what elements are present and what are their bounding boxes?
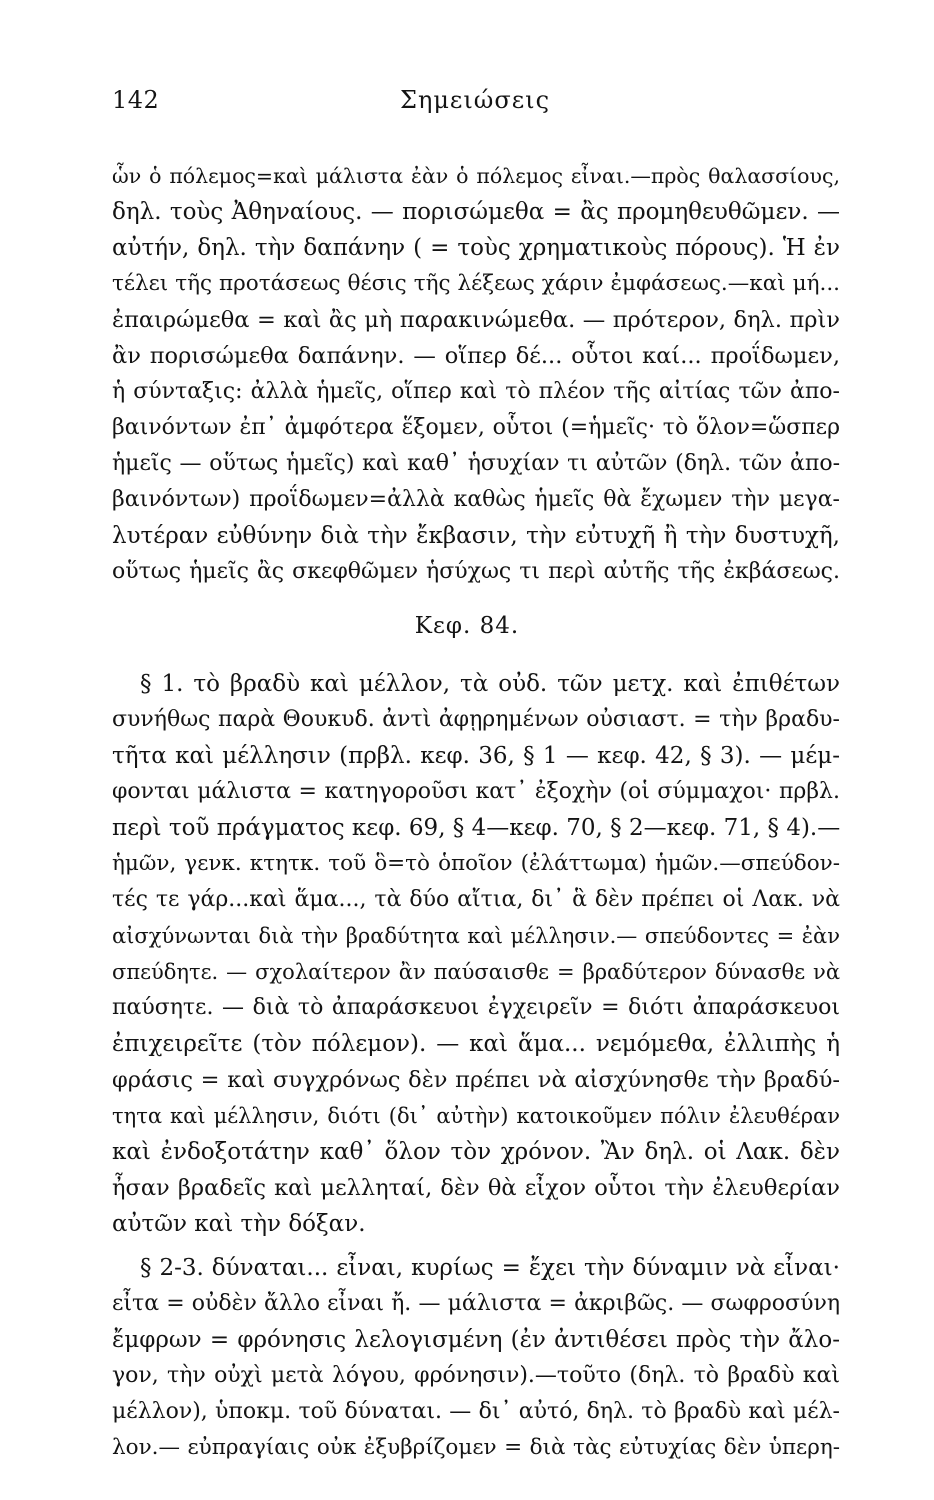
text-line: αὐτῶν καὶ τὴν δόξαν.: [112, 1211, 366, 1237]
text-line: γον, τὴν οὐχὶ μετὰ λόγου, φρόνησιν).—τοῦτο (δηλ. τὸ βραδὺ καὶ: [112, 1363, 840, 1388]
text-line: λον.— εὐπραγίαις οὐκ ἐξυβρίζομεν = διὰ τὰς εὐτυχίας δὲν ὑπερη-: [112, 1435, 840, 1460]
text-line: ἂν πορισώμεθα δαπάνην. — οἵπερ δέ... οὗτοι καί... προΐδωμεν,: [112, 343, 840, 369]
text-line: τέλει τῆς προτάσεως θέσις τῆς λέξεως χάριν ἐμφάσεως.—καὶ μή...: [112, 271, 840, 296]
page-header: [112, 86, 838, 126]
text-line: καὶ ἐνδοξοτάτην καθ᾽ ὅλον τὸν χρόνον. Ἂν δηλ. οἱ Λακ. δὲν: [112, 1139, 840, 1165]
text-line: τητα καὶ μέλλησιν, διότι (δι᾽ αὐτὴν) κατοικοῦμεν πόλιν ἐλευθέραν: [112, 1104, 840, 1128]
text-line: § 2-3. δύναται... εἶναι, κυρίως = ἔχει τὴν δύναμιν νὰ εἶναι·: [140, 1255, 840, 1281]
text-line: ἡ σύνταξις: ἀλλὰ ἡμεῖς, οἵπερ καὶ τὸ πλέον τῆς αἰτίας τῶν ἀπο-: [112, 379, 840, 404]
running-title: Σημειώσεις: [399, 86, 551, 114]
text-line: συνήθως παρὰ Θουκυδ. ἀντὶ ἀφῃρημένων οὐσιαστ. = τὴν βραδυ-: [112, 707, 840, 732]
text-line: ὧν ὁ πόλεμος=καὶ μάλιστα ἐὰν ὁ πόλεμος εἶναι.—πρὸς θαλασσίους,: [112, 164, 840, 188]
text-line: φονται μάλιστα = κατηγοροῦσι κατ᾽ ἐξοχὴν (οἱ σύμμαχοι· πρβλ.: [112, 779, 840, 804]
text-line: ἔμφρων = φρόνησις λελογισμένη (ἐν ἀντιθέσει πρὸς τὴν ἄλο-: [112, 1327, 840, 1353]
text-line: βαινόντων ἐπ᾽ ἀμφότερα ἕξομεν, οὗτοι (=ἡμεῖς· τὸ ὅλον=ὥσπερ: [112, 415, 840, 440]
text-line: § 1. τὸ βραδὺ καὶ μέλλον, τὰ οὐδ. τῶν μετχ. καὶ ἐπιθέτων: [140, 671, 840, 697]
text-line: περὶ τοῦ πράγματος κεφ. 69, § 4—κεφ. 70, § 2—κεφ. 71, § 4).—: [112, 815, 840, 841]
text-line: ἡμῶν, γενκ. κτητκ. τοῦ ὃ=τὸ ὁποῖον (ἐλάττωμα) ἡμῶν.—σπεύδον-: [112, 851, 840, 876]
text-line: ἡμεῖς — οὕτως ἡμεῖς) καὶ καθ᾽ ἡσυχίαν τι αὐτῶν (δηλ. τῶν ἀπο-: [112, 451, 840, 476]
section-heading: Κεφ. 84.: [414, 613, 520, 639]
text-line: λυτέραν εὐθύνην διὰ τὴν ἔκβασιν, τὴν εὐτυχῆ ἢ τὴν δυστυχῆ,: [112, 523, 840, 549]
text-line: ἐπαιρώμεθα = καὶ ἂς μὴ παρακινώμεθα. — πρότερον, δηλ. πρὶν: [112, 307, 840, 333]
text-line: τῆτα καὶ μέλλησιν (πρβλ. κεφ. 36, § 1 — κεφ. 42, § 3). — μέμ-: [112, 743, 840, 769]
text-line: ἦσαν βραδεῖς καὶ μελληταί, δὲν θὰ εἶχον οὗτοι τὴν ἐλευθερίαν: [112, 1175, 840, 1201]
text-line: τές τε γάρ...καὶ ἅμα..., τὰ δύο αἴτια, δι᾽ ἃ δὲν πρέπει οἱ Λακ. νὰ: [112, 887, 840, 912]
text-line: φράσις = καὶ συγχρόνως δὲν πρέπει νὰ αἰσχύνησθε τὴν βραδύ-: [112, 1067, 840, 1093]
text-line: αὐτήν, δηλ. τὴν δαπάνην ( = τοὺς χρηματικοὺς πόρους). Ἡ ἐν: [112, 235, 840, 261]
text-line: οὕτως ἡμεῖς ἂς σκεφθῶμεν ἡσύχως τι περὶ αὐτῆς τῆς ἐκβάσεως.: [112, 559, 840, 584]
text-line: εἶτα = οὐδὲν ἄλλο εἶναι ἤ. — μάλιστα = ἀκριβῶς. — σωφροσύνη: [112, 1291, 840, 1316]
text-line: παύσητε. — διὰ τὸ ἀπαράσκευοι ἐγχειρεῖν = διότι ἀπαράσκευοι: [112, 995, 840, 1020]
text-line: ἐπιχειρεῖτε (τὸν πόλεμον). — καὶ ἅμα... νεμόμεθα, ἐλλιπὴς ἡ: [112, 1031, 840, 1057]
text-line: βαινόντων) προΐδωμεν=ἀλλὰ καθὼς ἡμεῖς θὰ ἔχωμεν τὴν μεγα-: [112, 487, 840, 512]
text-line: μέλλον), ὑποκμ. τοῦ δύναται. — δι᾽ αὐτό, δηλ. τὸ βραδὺ καὶ μέλ-: [112, 1399, 840, 1424]
text-line: δηλ. τοὺς Ἀθηναίους. — πορισώμεθα = ἂς προμηθευθῶμεν. —: [112, 199, 840, 225]
text-line: σπεύδητε. — σχολαίτερον ἂν παύσαισθε = βραδύτερον δύνασθε νὰ: [112, 960, 840, 984]
page-number: 142: [112, 86, 160, 114]
text-line: αἰσχύνωνται διὰ τὴν βραδύτητα καὶ μέλλησιν.— σπεύδοντες = ἐὰν: [112, 924, 840, 948]
